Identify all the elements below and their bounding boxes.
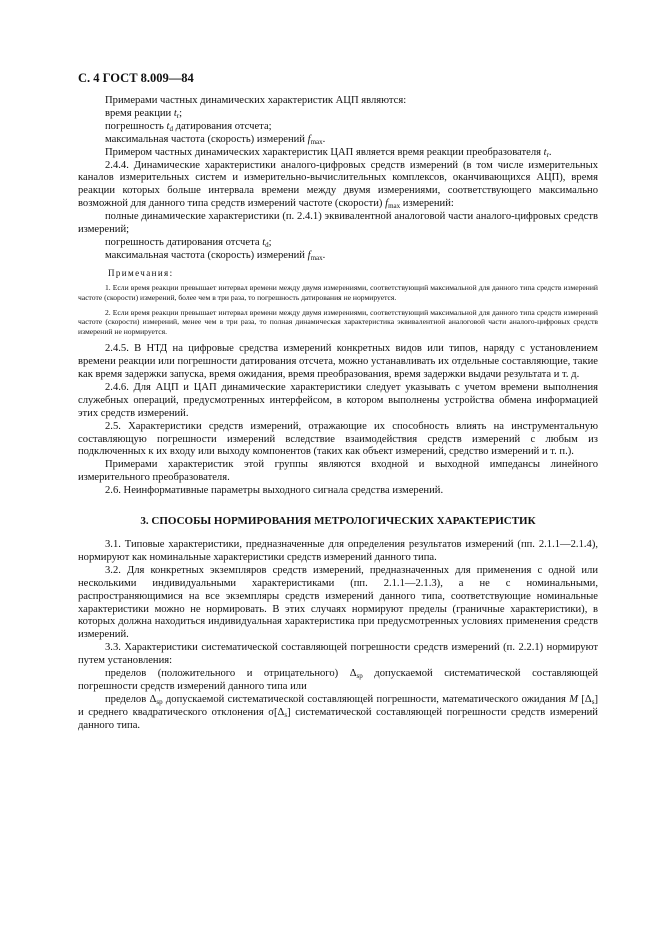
paragraph-2-4-4: 2.4.4. Динамические характеристики аналого-цифровых средств измерений (в том числе измерительных каналов измерительных систем и измерительно-вычислительных комплексов, оканчивающихся АЦП), время реакции которых больше интервала времени между двумя измерениями, соответствующего максимально возможной для данного типа средств измерений частоте (скорости) $f_{max}$ измерений: — [78, 159, 598, 211]
paragraph-2-4-5: 2.4.5. В НТД на цифровые средства измерений конкретных видов или типов, наряду с установлением времени реакции или погрешности датирования отсчета, можно устанавливать их отдельные составляющие, такие как время задержки запуска, время ожидания, время преобразования, время задержки выдачи результата и т. д. — [78, 343, 598, 381]
notes-heading: Примечания: — [108, 267, 174, 278]
paragraph-2-6: 2.6. Неинформативные параметры выходного сигнала средства измерений. — [105, 485, 444, 497]
paragraph-2-5: 2.5. Характеристики средств измерений, отражающие их способность влиять на инструментальную составляющую погрешности измерений вследствие взаимодействия средств измерений с любым из подключенных к их входу или выходу компонентов (таких как объект измерений, средство измерений и т. п.). — [78, 420, 598, 458]
page-header: С. 4 ГОСТ 8.009—84 — [78, 71, 194, 85]
note-1: 1. Если время реакции превышает интервал времени между двумя измерениями, соответствующий максимальной для данного типа средств измерений частоте (скорости) измерений, более чем в три раза, то погрешность датирования не нормируется. — [78, 282, 598, 302]
paragraph-2-4-6: 2.4.6. Для АЦП и ЦАП динамические характеристики следует указывать с учетом времени выполнения служебных операций, предусмотренных интерфейсом, в котором выполнены устройства обмена информацией этих средств измерений. — [78, 381, 598, 419]
paragraph-3-2: 3.2. Для конкретных экземпляров средств измерений, предназначенных для применения с одной или несколькими индивидуальными характеристиками (пп. 2.1.1—2.1.3), а не с номинальными, распространяющимися на все экземпляры средств измерений данного типа, соответствующие номинальные характеристики можно не нормировать. В этих случаях нормируют пределы (граничные характеристики), в которых должна находиться индивидуальная характеристика при предусмотренных условиях применения средств измерений. — [78, 564, 598, 641]
paragraph-3-1: 3.1. Типовые характеристики, предназначенные для определения результатов измерений (пп. 2.1.1—2.1.4), нормируют как номинальные характеристики средств измерений данного типа. — [78, 539, 598, 563]
intro-item-max-frequency: максимальная частота (скорость) измерений $f_{max}$. — [105, 133, 326, 146]
intro-dac-example: Примером частных динамических характеристик ЦАП является время реакции преобразователя $t_r$. — [105, 146, 552, 159]
p244-item-dating-error: погрешность датирования отсчета $t_d$; — [105, 236, 272, 249]
p244-item-max-frequency: максимальная частота (скорость) измерений $f_{max}$. — [105, 249, 326, 262]
intro-lead: Примерами частных динамических характеристик АЦП являются: — [105, 95, 407, 106]
intro-item-reaction-time: время реакции $t_r$; — [105, 107, 183, 120]
p244-item-full-characteristics: полные динамические характеристики (п. 2.4.1) эквивалентной аналоговой части аналого-цифровых средств измерений; — [78, 211, 598, 236]
intro-item-dating-error: погрешность $t_d$ датирования отсчета; — [105, 120, 272, 133]
p33-item-limits-expectation-deviation: пределов $\Delta_{sp}$ допускаемой систематической составляющей погрешности, математического ожидания M $[\Delta_s]$ и среднего квадратического отклонения $\sigma[\Delta_s]$ систематической составляющей погрешности средств измерений данного типа. — [78, 693, 598, 731]
paragraph-3-3: 3.3. Характеристики систематической составляющей погрешности средств измерений (п. 2.2.1) нормируют путем установления: — [78, 642, 598, 667]
p33-item-limits: пределов (положительного и отрицательного) $\Delta_{sp}$ допускаемой систематической составляющей погрешности средств измерений данного типа или — [78, 668, 598, 692]
note-2: 2. Если время реакции превышает интервал времени между двумя измерениями, соответствующий максимальной для данного типа средств измерений частоте (скорости) измерений, менее чем в три раза, то полная динамическая характеристика эквивалентной аналоговой части аналого-цифровых средств измерений не нормируется. — [78, 307, 598, 337]
section-3-title: 3. СПОСОБЫ НОРМИРОВАНИЯ МЕТРОЛОГИЧЕСКИХ ХАРАКТЕРИСТИК — [140, 515, 536, 528]
document-body — [78, 95, 598, 733]
paragraph-2-5-example: Примерами характеристик этой группы являются входной и выходной импедансы линейного измерительного преобразователя. — [78, 459, 598, 484]
